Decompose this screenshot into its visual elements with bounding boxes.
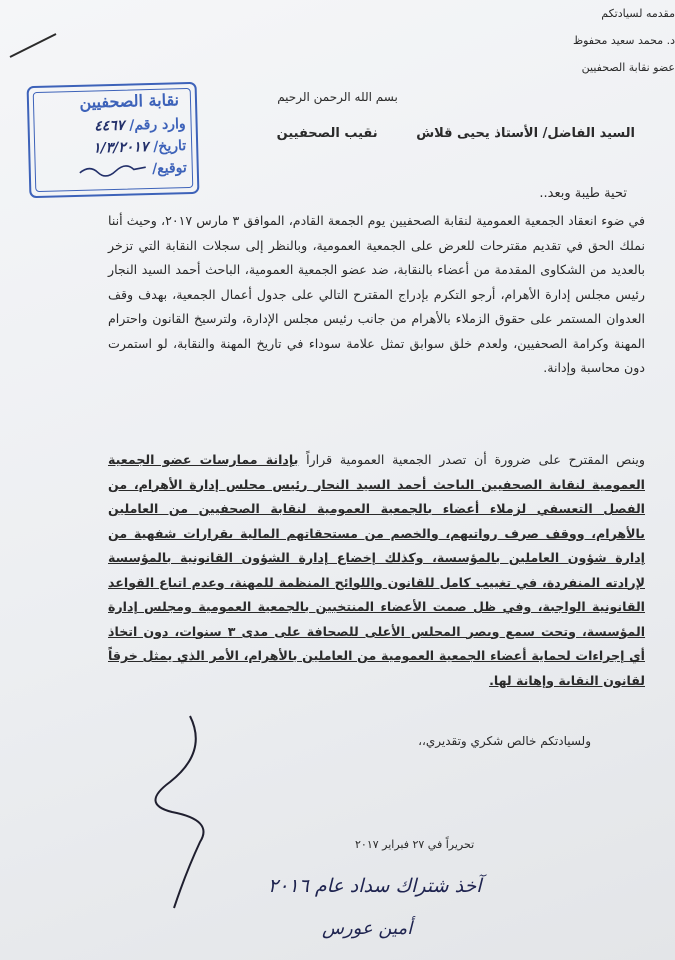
paragraph-2-intro: وينص المقترح على ضرورة أن تصدر الجمعية العمومية قراراً bbox=[306, 452, 646, 467]
stamp-date-row bbox=[93, 138, 187, 156]
basmala: بسم الله الرحمن الرحيم bbox=[277, 90, 398, 104]
paragraph-1: في ضوء انعقاد الجمعية العمومية لنقابة الصحفيين يوم الجمعة القادم، الموافق ٣ مارس ٢٠١٧، وحيث أننا نملك الحق في تقديم مقترحات للعرض على الجمعية العمومية، وبالنظر إلى سجلات النقابة التي تزخر بالعديد من الشكاوى المقدمة من أعضاء بالنقابة، ضد عضو الجمعية العمومية، الباحث أحمد السيد النجار رئيس مجلس إدارة الأهرام، أرجو التكرم بإدراج المقترح التالي على جدول أعمال الجمعية، بهدف وقف العدوان المستمر على حقوق الزملاء بالأهرام من جانب رئيس مجلس الإدارة، ولترسيخ القانون واحترام المهنة وكرامة الصحفيين، ولعدم خلق سوابق تمثل علامة سوداء في تاريخ المهنة والنقابة، لو استمرت دون محاسبة وإدانة. bbox=[108, 213, 645, 375]
recipient-line bbox=[243, 126, 635, 141]
stamp-signature-row bbox=[77, 160, 187, 179]
stamp-incoming-row bbox=[94, 116, 186, 134]
greeting: تحية طيبة وبعد.. bbox=[539, 186, 627, 201]
paragraph-2 bbox=[108, 448, 645, 693]
recipient-name: السيد الفاضل/ الأستاذ يحيى قلاش bbox=[416, 126, 635, 141]
handwritten-note: آخذ شتراك سداد عام ٢٠١٦ bbox=[268, 875, 482, 897]
handwritten-signature: أمين عورس bbox=[322, 918, 413, 939]
stamp-date-label: تاريخ/ bbox=[153, 138, 187, 155]
handwritten-signature-stroke bbox=[130, 712, 250, 912]
stamp-date-value: ١/٣/٢٠١٧ bbox=[92, 139, 149, 157]
closing-line: ولسيادتكم خالص شكري وتقديري،، bbox=[418, 734, 591, 748]
stamp-incoming-number: ٤٤٦٧ bbox=[94, 117, 125, 135]
stamp-incoming-label: وارد رقم/ bbox=[129, 116, 186, 134]
stamp-signature-label: توقيع/ bbox=[151, 160, 187, 177]
recipient-title: نقيب الصحفيين bbox=[276, 126, 378, 141]
letter-date: تحريراً في ٢٧ فبراير ٢٠١٧ bbox=[355, 838, 475, 851]
signature-block bbox=[0, 0, 675, 81]
paragraph-2-proposal: بإدانة ممارسات عضو الجمعية العمومية لنقابة الصحفيين الباحث أحمد السيد النجار رئيس مجلس إدارة الأهرام، من الفصل التعسفي لزملاء أعضاء بالجمعية العمومية لنقابة الصحفيين من العاملين بالأهرام، ووقف صرف رواتبهم، والخصم من مستحقاتهم المالية بقرارات شفهية من إدارة شؤون العاملين بالمؤسسة، وكذلك إخضاع إدارة الشؤون القانونية بالمؤسسة لإرادته المنفردة، في تغييب كامل للقانون واللوائح المنظمة للمهنة، وعدم اتباع القواعد القانونية الواجبة، وفي ظل صمت الأعضاء المنتخبين بالجمعية العمومية ومجلس إدارة المؤسسة، وتحت سمع وبصر المجلس الأعلى للصحافة على مدى ٣ سنوات، دون اتخاذ أي إجراءات لحماية أعضاء الجمعية العمومية من العاملين بالأهرام، الأمر الذي يمثل خرقاً لقانون النقابة وإهانة لها. bbox=[108, 452, 646, 688]
signature-line-2: د. محمد سعيد محفوظ bbox=[572, 34, 675, 47]
signature-line-1: مقدمه لسيادتكم bbox=[601, 7, 675, 20]
stamp-title: نقابة الصحفيين bbox=[79, 90, 180, 112]
pen-stroke-mark bbox=[6, 30, 66, 60]
stamp-signature-scribble bbox=[77, 161, 147, 179]
signature-line-3: عضو نقابة الصحفيين bbox=[581, 61, 675, 74]
